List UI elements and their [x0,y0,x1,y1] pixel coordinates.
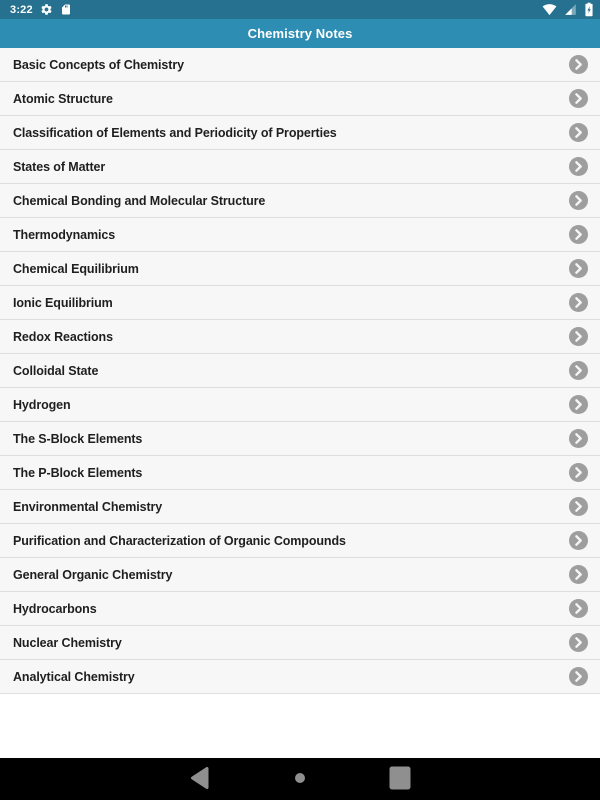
list-item[interactable] [0,116,600,150]
list-item-label: Thermodynamics [13,227,116,242]
list-item-label: Atomic Structure [13,91,113,106]
list-item[interactable] [0,184,600,218]
chevron-right-icon [569,259,588,278]
chevron-right-icon [569,191,588,210]
list-item-label: Colloidal State [13,363,99,378]
back-icon [190,766,210,793]
home-button[interactable] [270,758,330,800]
status-time: 3:22 [10,3,33,16]
settings-gear-icon [40,3,53,16]
chevron-right-icon [569,89,588,108]
chevron-right-icon [569,123,588,142]
list-item[interactable] [0,660,600,694]
chevron-right-icon [569,225,588,244]
status-bar-right [542,2,594,17]
list-item[interactable] [0,218,600,252]
list-item[interactable] [0,558,600,592]
list-item-label: Chemical Equilibrium [13,261,139,276]
recents-button[interactable] [370,758,430,800]
navigation-bar [0,758,600,800]
recents-icon [389,766,411,793]
list-item-label: Basic Concepts of Chemistry [13,57,184,72]
chapter-list [0,48,600,694]
list-item[interactable] [0,456,600,490]
home-icon [294,772,306,787]
list-item[interactable] [0,524,600,558]
chevron-right-icon [569,157,588,176]
list-item[interactable] [0,286,600,320]
wifi-icon [542,3,557,16]
content-filler [0,694,600,758]
list-item-label: Chemical Bonding and Molecular Structure [13,193,266,208]
chevron-right-icon [569,667,588,686]
app-title: Chemistry Notes [247,26,353,41]
list-item[interactable] [0,626,600,660]
list-item-label: Environmental Chemistry [13,499,163,514]
sd-card-icon [60,3,72,16]
back-button[interactable] [170,758,230,800]
list-item-label: Hydrogen [13,397,71,412]
chevron-right-icon [569,55,588,74]
chevron-right-icon [569,361,588,380]
status-bar [0,0,600,19]
list-item-label: General Organic Chemistry [13,567,173,582]
app-bar [0,19,600,48]
list-item[interactable] [0,82,600,116]
list-item-label: Purification and Characterization of Organic Compounds [13,533,346,548]
list-item-label: Ionic Equilibrium [13,295,113,310]
list-item[interactable] [0,252,600,286]
chevron-right-icon [569,429,588,448]
list-item[interactable] [0,320,600,354]
list-item-label: Nuclear Chemistry [13,635,122,650]
list-item[interactable] [0,490,600,524]
chevron-right-icon [569,565,588,584]
list-item-label: The P-Block Elements [13,465,143,480]
status-bar-left [6,3,72,16]
chevron-right-icon [569,395,588,414]
cellular-signal-icon [564,3,577,16]
chevron-right-icon [569,633,588,652]
battery-charging-icon [584,2,594,17]
list-item[interactable] [0,592,600,626]
list-item[interactable] [0,150,600,184]
list-item[interactable] [0,388,600,422]
chevron-right-icon [569,599,588,618]
list-item[interactable] [0,354,600,388]
chevron-right-icon [569,531,588,550]
list-item-label: Analytical Chemistry [13,669,135,684]
chevron-right-icon [569,293,588,312]
list-item-label: Redox Reactions [13,329,113,344]
list-item-label: Hydrocarbons [13,601,97,616]
list-item[interactable] [0,48,600,82]
chevron-right-icon [569,327,588,346]
list-item[interactable] [0,422,600,456]
list-item-label: The S-Block Elements [13,431,143,446]
chevron-right-icon [569,497,588,516]
list-item-label: States of Matter [13,159,106,174]
list-item-label: Classification of Elements and Periodicity of Properties [13,125,337,140]
chevron-right-icon [569,463,588,482]
